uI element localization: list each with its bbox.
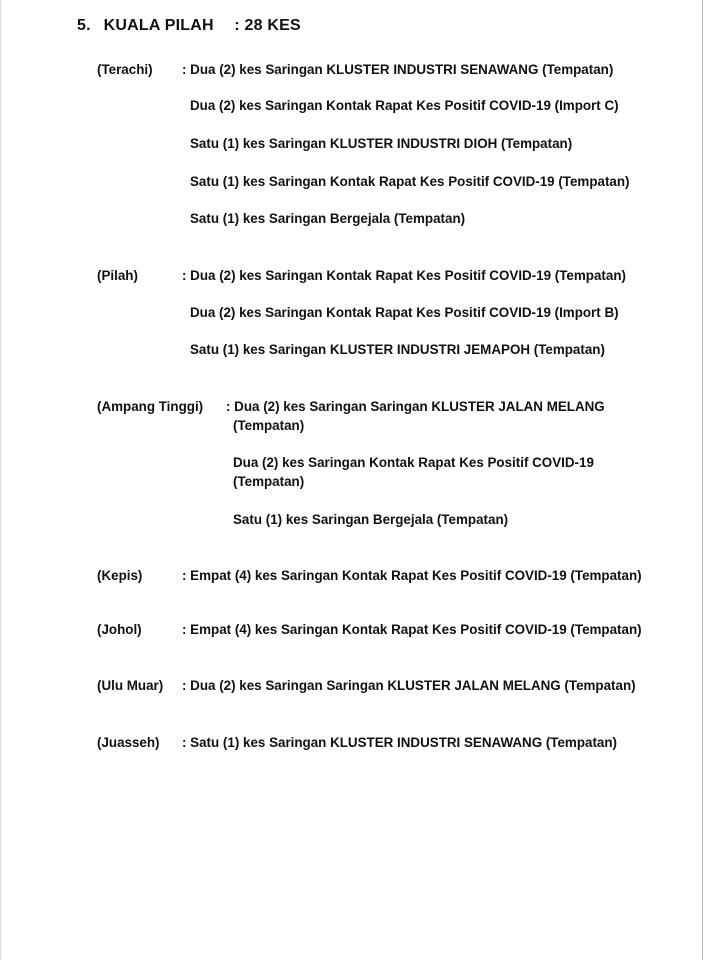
case-line: Satu (1) kes Saringan Bergejala (Tempatan) <box>233 512 509 527</box>
section-label-juasseh: (Juasseh) <box>97 735 160 750</box>
section-label-terachi: (Terachi) <box>97 62 153 77</box>
case-line: : Satu (1) kes Saringan KLUSTER INDUSTRI SENAWANG (Tempatan) <box>182 735 617 750</box>
case-line: Dua (2) kes Saringan Kontak Rapat Kes Positif COVID-19 (Import C) <box>190 98 619 113</box>
case-line: Dua (2) kes Saringan Kontak Rapat Kes Positif COVID-19 <box>233 455 594 470</box>
section-label-pilah: (Pilah) <box>97 268 138 283</box>
case-line: : Empat (4) kes Saringan Kontak Rapat Kes Positif COVID-19 (Tempatan) <box>182 568 642 583</box>
case-line: : Dua (2) kes Saringan KLUSTER INDUSTRI SENAWANG (Tempatan) <box>182 62 614 77</box>
heading-case-count: : 28 KES <box>234 17 301 34</box>
case-line: Satu (1) kes Saringan Kontak Rapat Kes Positif COVID-19 (Tempatan) <box>190 174 630 189</box>
case-line: : Dua (2) kes Saringan Saringan KLUSTER JALAN MELANG <box>226 399 605 414</box>
case-line-continuation: (Tempatan) <box>233 474 305 489</box>
section-label-johol: (Johol) <box>97 622 142 637</box>
case-line: Satu (1) kes Saringan KLUSTER INDUSTRI JEMAPOH (Tempatan) <box>190 342 605 357</box>
case-line: : Dua (2) kes Saringan Kontak Rapat Kes Positif COVID-19 (Tempatan) <box>182 268 626 283</box>
case-line: : Empat (4) kes Saringan Kontak Rapat Kes Positif COVID-19 (Tempatan) <box>182 622 642 637</box>
district-heading <box>77 17 301 35</box>
case-line: Satu (1) kes Saringan Bergejala (Tempatan) <box>190 211 466 226</box>
case-line: : Dua (2) kes Saringan Saringan KLUSTER JALAN MELANG (Tempatan) <box>182 678 636 693</box>
heading-number: 5. <box>77 17 91 34</box>
case-line-continuation: (Tempatan) <box>233 418 305 433</box>
case-line: Dua (2) kes Saringan Kontak Rapat Kes Positif COVID-19 (Import B) <box>190 305 619 320</box>
case-line: Satu (1) kes Saringan KLUSTER INDUSTRI DIOH (Tempatan) <box>190 136 573 151</box>
section-label-ampang-tinggi: (Ampang Tinggi) <box>97 399 204 414</box>
section-label-ulu-muar: (Ulu Muar) <box>97 678 164 693</box>
heading-district: KUALA PILAH <box>103 17 214 34</box>
section-label-kepis: (Kepis) <box>97 568 143 583</box>
